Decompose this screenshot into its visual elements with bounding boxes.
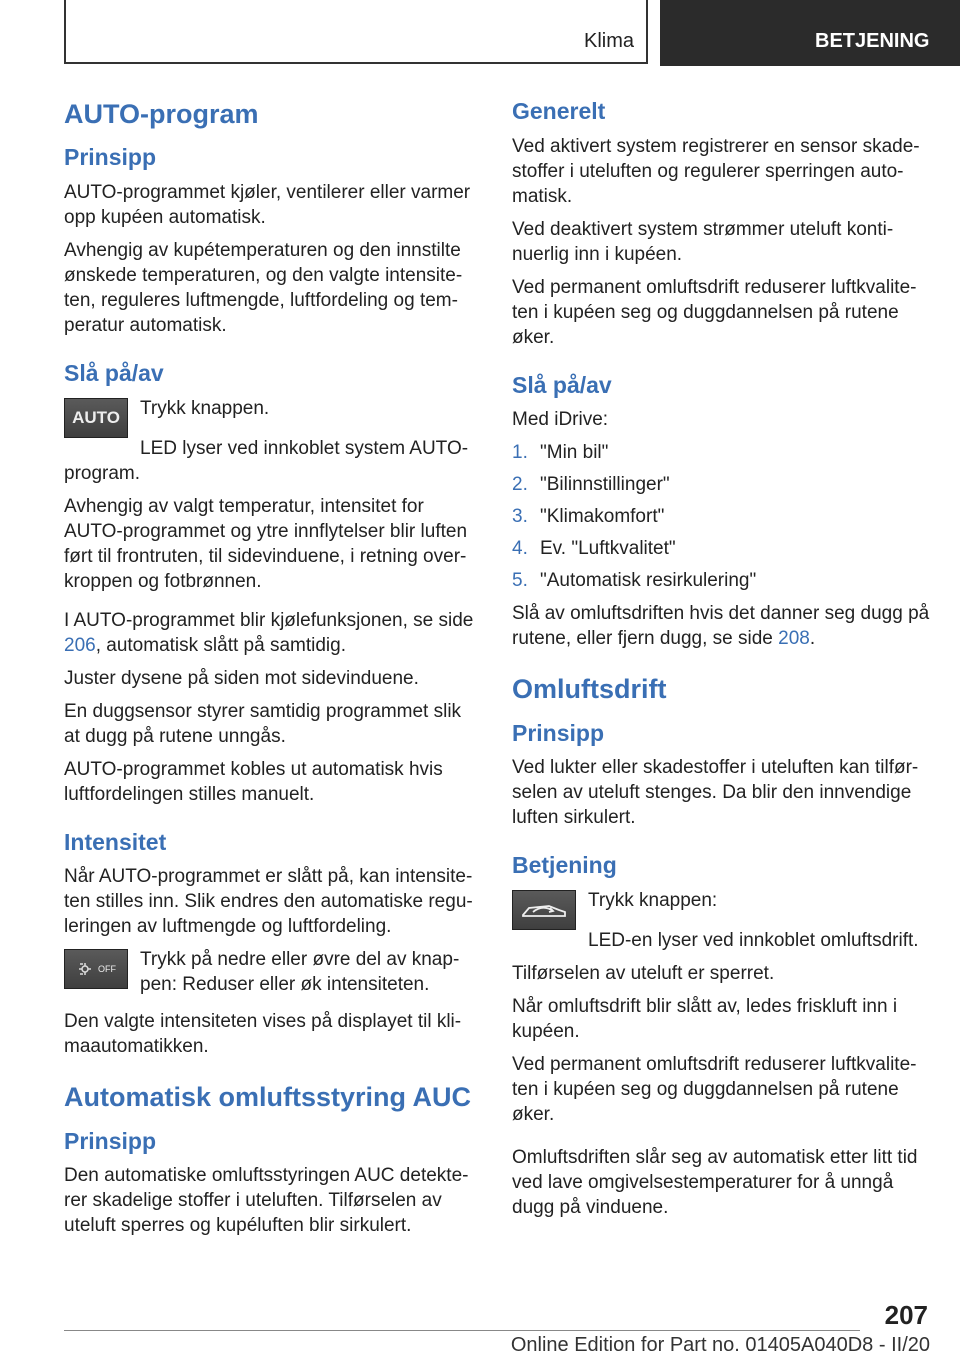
header-frame: [64, 0, 648, 64]
paragraph: Slå av omluftsdriften hvis det danner seg dugg på rutene, eller fjern dugg, se side 208.: [512, 603, 930, 650]
paragraph: LED lyser ved innkoblet system AUTO-program.: [64, 437, 469, 484]
heading-auc: Automatisk omluftsstyring AUC: [64, 1082, 472, 1113]
paragraph: Trykk knappen:: [588, 889, 718, 911]
recirculation-button-icon: [512, 890, 576, 930]
paragraph: AUTO-programmet kjøler, ventilerer eller varmer opp kupéen automatisk.: [64, 181, 471, 228]
paragraph: Ved aktivert system registrerer en sensor skadestoffer i uteluften og regulerer sperringen automatisk.: [512, 135, 920, 207]
paragraph: Omluftsdriften slår seg av automatisk etter litt tid ved lave omgivelsestemperaturer for å unngå dugg på vinduene.: [512, 1146, 918, 1218]
heading-prinsipp: Prinsipp: [512, 719, 605, 746]
paragraph: Juster dysene på siden mot sidevinduene.: [64, 667, 419, 689]
footer-divider: [64, 1330, 860, 1331]
auto-button-row: [64, 396, 482, 438]
auto-button-label: AUTO: [72, 407, 120, 427]
paragraph: LED-en lyser ved innkoblet omluftsdrift.: [588, 929, 919, 951]
auto-button-icon: [64, 398, 128, 438]
heading-betjening: Betjening: [512, 852, 617, 879]
paragraph: En duggsensor styrer samtidig programmet slik at dugg på rutene unngås.: [64, 700, 462, 747]
left-column: [64, 98, 482, 1246]
paragraph: Ved permanent omluftsdrift reduserer luftkvaliteten i kupéen seg og duggdannelsen på rutene øker.: [512, 1053, 917, 1125]
paragraph: Trykk knappen.: [140, 397, 270, 419]
heading-auto-program: AUTO-program: [64, 99, 259, 129]
heading-intensitet: Intensitet: [64, 828, 167, 855]
footer-edition: Online Edition for Part no. 01405A040D8 - II/20: [510, 1334, 930, 1356]
page-number: 207: [884, 1300, 928, 1330]
paragraph: Ved deaktivert system strømmer uteluft kontinuerlig inn i kupéen.: [512, 218, 894, 265]
paragraph: Med iDrive:: [512, 409, 609, 431]
intensity-button-row: [64, 947, 482, 1003]
list-item: 5. "Automatisk resirkulering": [512, 570, 757, 592]
page-link-206[interactable]: 206: [64, 634, 96, 656]
heading-slaa-paa-av: Slå på/av: [512, 371, 612, 398]
heading-prinsipp: Prinsipp: [64, 1127, 157, 1154]
heading-omluftsdrift: Omluftsdrift: [512, 674, 667, 705]
section-tab: BETJENING: [660, 0, 960, 66]
paragraph: Tilførselen av uteluft er sperret.: [512, 962, 775, 984]
heading-generelt: Generelt: [512, 98, 606, 124]
idrive-steps: [512, 440, 932, 593]
paragraph: I AUTO-programmet blir kjølefunksjonen, se side 206, automatisk slått på samtidig.: [64, 609, 474, 656]
list-item: 1. "Min bil": [512, 442, 609, 464]
paragraph: Ved lukter eller skadestoffer i uteluften kan tilførselen av uteluft stenges. Da blir den innvendige luften sirkulert.: [512, 757, 919, 829]
heading-prinsipp: Prinsipp: [64, 144, 157, 171]
paragraph: Trykk på nedre eller øvre del av knappen: Reduser eller øk intensiteten.: [140, 949, 460, 996]
paragraph: Avhengig av valgt temperatur, intensitet for AUTO-programmet og ytre innflytelser blir luften ført til frontruten, til sidevinduene, i retning overkroppen og fotbrønnen.: [64, 495, 468, 592]
list-item: 3. "Klimakomfort": [512, 506, 665, 528]
car-recirculation-icon: [519, 899, 569, 921]
heading-slaa-paa-av: Slå på/av: [64, 359, 164, 386]
paragraph: Den valgte intensiteten vises på displayet til klimaautomatikken.: [64, 1011, 462, 1058]
page-link-208[interactable]: 208: [778, 628, 810, 650]
recirculation-button-row: [512, 888, 932, 930]
paragraph: Når omluftsdrift blir slått av, ledes friskluft inn i kupéen.: [512, 995, 898, 1042]
fan-icon: [76, 961, 98, 977]
paragraph: AUTO-programmet kobles ut automatisk hvis luftfordelingen stilles manuelt.: [64, 758, 443, 805]
fan-intensity-icon: [64, 949, 128, 989]
paragraph: Når AUTO-programmet er slått på, kan intensiteten stilles inn. Slik endres den automatiske reguleringen av luftmengde og luftfordeling.: [64, 866, 473, 938]
paragraph: Den automatiske omluftsstyringen AUC detekterer skadelige stoffer i uteluften. Tilførselen av uteluft sperres og kupéluften blir sirkulert.: [64, 1165, 469, 1237]
fan-off-label: OFF: [98, 964, 116, 975]
chapter-title: Klima: [583, 30, 634, 52]
page-header: [0, 0, 960, 66]
paragraph: Avhengig av kupétemperaturen og den innstilte ønskede temperaturen, og den valgte intensiteten, reguleres luftmengde, luftfordeling og temperatur automatisk.: [64, 239, 463, 336]
list-item: 2. "Bilinnstillinger": [512, 474, 670, 496]
right-column: [512, 98, 932, 1228]
paragraph: Ved permanent omluftsdrift reduserer luftkvaliteten i kupéen seg og duggdannelsen på rutene øker.: [512, 276, 917, 348]
list-item: 4. Ev. "Luftkvalitet": [512, 538, 676, 560]
